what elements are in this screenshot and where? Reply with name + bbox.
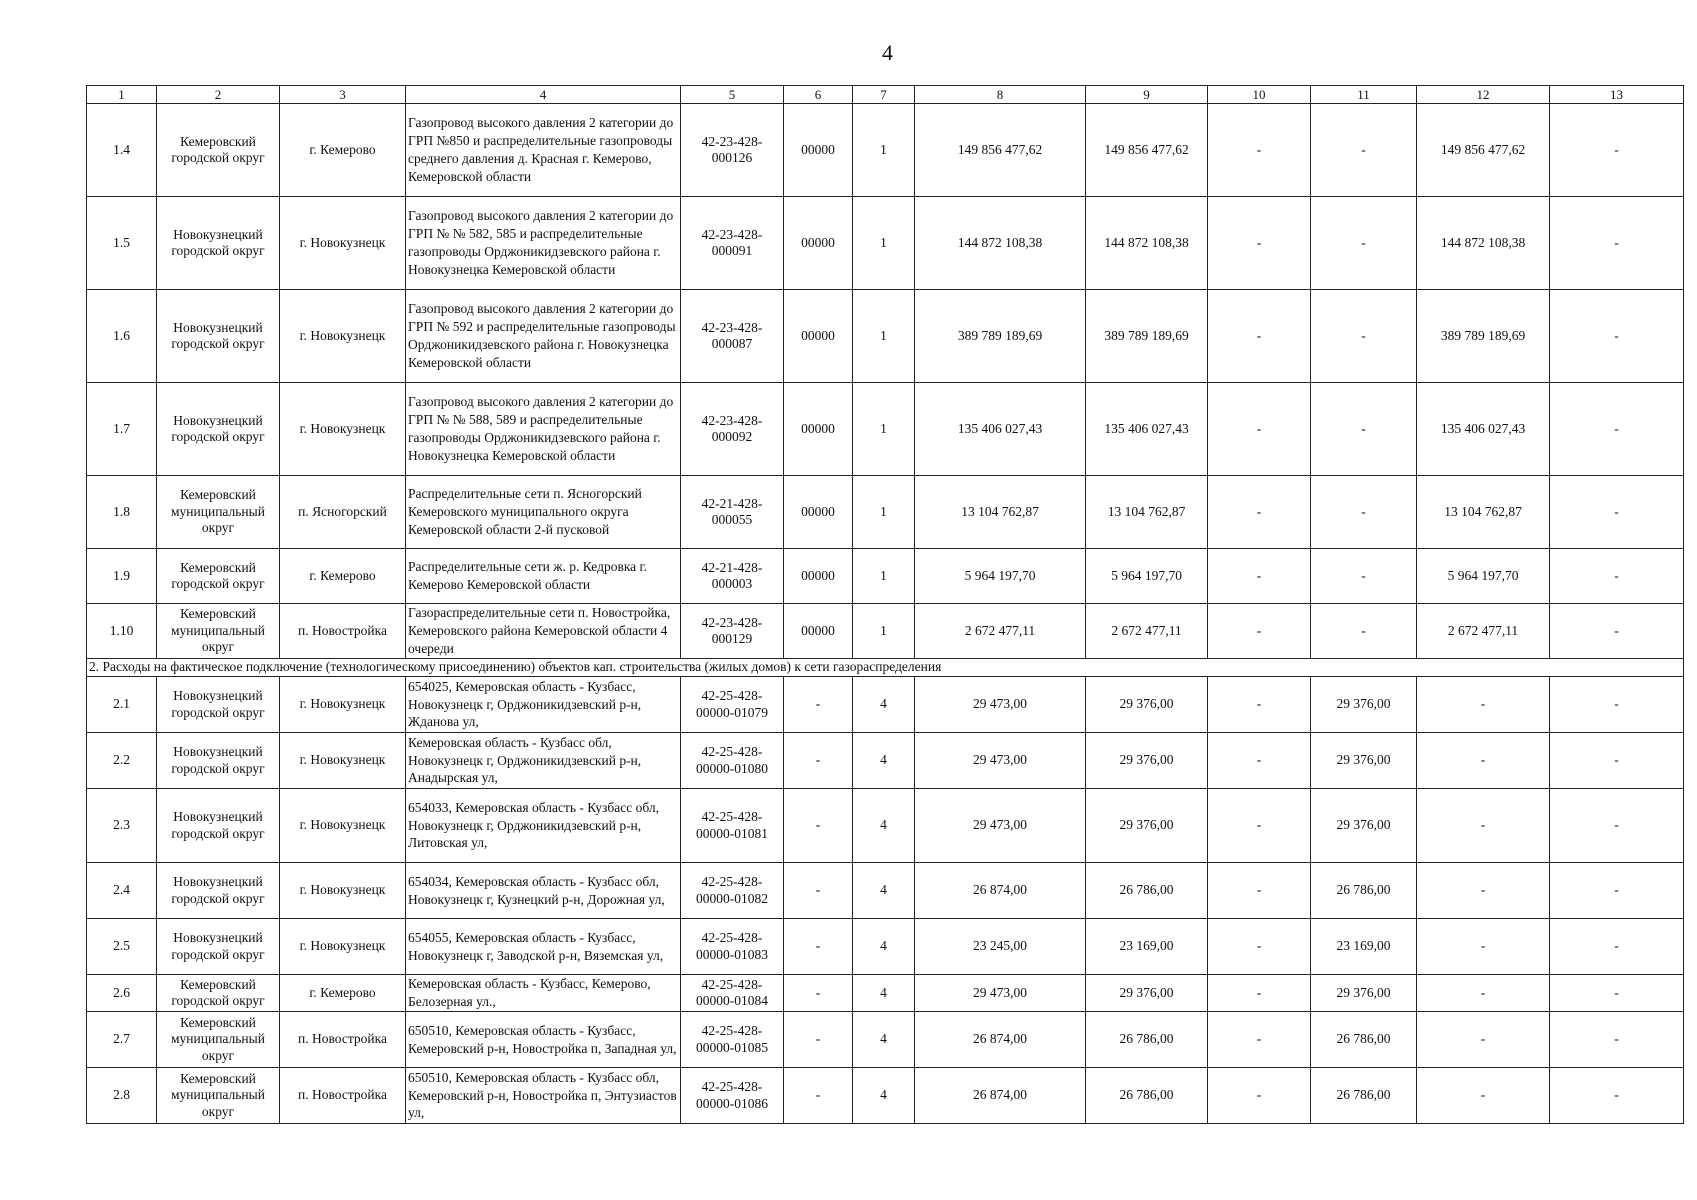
row-number: 2.7: [87, 1012, 157, 1068]
table-row: [87, 476, 1684, 549]
cell-col7: 1: [853, 549, 915, 604]
row-number: 1.6: [87, 290, 157, 383]
amount-col9: 29 376,00: [1086, 789, 1208, 863]
district: Кемеровский городской округ: [157, 104, 280, 197]
amount-col10: -: [1208, 1012, 1311, 1068]
object-address: 654034, Кемеровская область - Кузбасс обл, Новокузнецк г, Кузнецкий р-н, Дорожная ул,: [406, 863, 681, 919]
amount-col13: -: [1550, 863, 1684, 919]
amount-col12: 389 789 189,69: [1417, 290, 1550, 383]
cell-col7: 4: [853, 863, 915, 919]
cell-col7: 4: [853, 1012, 915, 1068]
row-number: 2.8: [87, 1068, 157, 1124]
table-row: [87, 290, 1684, 383]
header-cell: 12: [1417, 86, 1550, 104]
object-code: 42-25-428-00000-01085: [681, 1012, 784, 1068]
cell-col6: -: [784, 863, 853, 919]
cell-col7: 4: [853, 677, 915, 733]
district: Новокузнецкий городской округ: [157, 677, 280, 733]
locality: г. Новокузнецк: [280, 919, 406, 975]
row-number: 1.7: [87, 383, 157, 476]
amount-col10: -: [1208, 549, 1311, 604]
row-number: 1.9: [87, 549, 157, 604]
amount-col10: -: [1208, 197, 1311, 290]
district: Новокузнецкий городской округ: [157, 733, 280, 789]
object-address: 654055, Кемеровская область - Кузбасс, Новокузнецк г, Заводской р-н, Вяземская ул,: [406, 919, 681, 975]
header-cell: 3: [280, 86, 406, 104]
locality: г. Кемерово: [280, 549, 406, 604]
amount-col10: -: [1208, 1068, 1311, 1124]
district: Кемеровский муниципальный округ: [157, 604, 280, 659]
object-code: 42-25-428-00000-01079: [681, 677, 784, 733]
amount-col8: 26 874,00: [915, 1068, 1086, 1124]
table-row: [87, 1012, 1684, 1068]
amount-col8: 135 406 027,43: [915, 383, 1086, 476]
amount-col10: -: [1208, 789, 1311, 863]
object-code: 42-23-428-000092: [681, 383, 784, 476]
header-cell: 11: [1311, 86, 1417, 104]
cell-col6: -: [784, 919, 853, 975]
cell-col6: 00000: [784, 604, 853, 659]
object-code: 42-23-428-000087: [681, 290, 784, 383]
cell-col6: -: [784, 975, 853, 1012]
amount-col8: 23 245,00: [915, 919, 1086, 975]
amount-col12: 149 856 477,62: [1417, 104, 1550, 197]
cell-col6: -: [784, 677, 853, 733]
amount-col9: 26 786,00: [1086, 863, 1208, 919]
amount-col13: -: [1550, 604, 1684, 659]
header-cell: 7: [853, 86, 915, 104]
amount-col12: 135 406 027,43: [1417, 383, 1550, 476]
amount-col10: -: [1208, 863, 1311, 919]
district: Новокузнецкий городской округ: [157, 919, 280, 975]
cell-col7: 4: [853, 1068, 915, 1124]
section-heading-row: [87, 659, 1684, 677]
amount-col11: 29 376,00: [1311, 733, 1417, 789]
amount-col10: -: [1208, 919, 1311, 975]
amount-col9: 5 964 197,70: [1086, 549, 1208, 604]
table-row: [87, 677, 1684, 733]
table-row: [87, 789, 1684, 863]
amount-col11: 29 376,00: [1311, 677, 1417, 733]
table-row: [87, 604, 1684, 659]
cell-col6: 00000: [784, 383, 853, 476]
row-number: 2.4: [87, 863, 157, 919]
header-cell: 5: [681, 86, 784, 104]
locality: п. Новостройка: [280, 1012, 406, 1068]
amount-col13: -: [1550, 677, 1684, 733]
cell-col6: 00000: [784, 476, 853, 549]
object-code: 42-23-428-000126: [681, 104, 784, 197]
amount-col13: -: [1550, 104, 1684, 197]
amount-col12: -: [1417, 1068, 1550, 1124]
cell-col7: 4: [853, 789, 915, 863]
object-description: Газопровод высокого давления 2 категории до ГРП № № 588, 589 и распределительные газопроводы Орджоникидзевского района г. Новокузнецка Кемеровской области: [406, 383, 681, 476]
district: Новокузнецкий городской округ: [157, 197, 280, 290]
amount-col9: 389 789 189,69: [1086, 290, 1208, 383]
header-cell: 13: [1550, 86, 1684, 104]
header-cell: 9: [1086, 86, 1208, 104]
district: Кемеровский муниципальный округ: [157, 476, 280, 549]
header-cell: 2: [157, 86, 280, 104]
amount-col11: 26 786,00: [1311, 1068, 1417, 1124]
amount-col10: -: [1208, 733, 1311, 789]
amount-col8: 144 872 108,38: [915, 197, 1086, 290]
cell-col6: 00000: [784, 290, 853, 383]
amount-col11: 26 786,00: [1311, 863, 1417, 919]
object-code: 42-25-428-00000-01083: [681, 919, 784, 975]
amount-col12: 144 872 108,38: [1417, 197, 1550, 290]
row-number: 1.8: [87, 476, 157, 549]
amount-col8: 29 473,00: [915, 789, 1086, 863]
header-cell: 8: [915, 86, 1086, 104]
amount-col13: -: [1550, 1012, 1684, 1068]
object-description: Газораспределительные сети п. Новостройка, Кемеровского района Кемеровской области 4 очереди: [406, 604, 681, 659]
amount-col13: -: [1550, 919, 1684, 975]
cell-col7: 1: [853, 476, 915, 549]
row-number: 1.4: [87, 104, 157, 197]
cell-col7: 1: [853, 290, 915, 383]
amount-col11: 29 376,00: [1311, 789, 1417, 863]
cell-col7: 1: [853, 604, 915, 659]
table-row: [87, 863, 1684, 919]
amount-col13: -: [1550, 789, 1684, 863]
amount-col13: -: [1550, 975, 1684, 1012]
data-table: [86, 85, 1684, 1124]
district: Новокузнецкий городской округ: [157, 789, 280, 863]
locality: г. Новокузнецк: [280, 677, 406, 733]
cell-col7: 4: [853, 919, 915, 975]
header-cell: 4: [406, 86, 681, 104]
locality: г. Новокузнецк: [280, 733, 406, 789]
amount-col12: -: [1417, 677, 1550, 733]
table-row: [87, 733, 1684, 789]
object-code: 42-25-428-00000-01080: [681, 733, 784, 789]
amount-col9: 144 872 108,38: [1086, 197, 1208, 290]
amount-col10: -: [1208, 290, 1311, 383]
header-cell: 10: [1208, 86, 1311, 104]
object-address: 654025, Кемеровская область - Кузбасс, Новокузнецк г, Орджоникидзевский р-н, Жданова ул,: [406, 677, 681, 733]
cell-col7: 4: [853, 975, 915, 1012]
amount-col9: 149 856 477,62: [1086, 104, 1208, 197]
amount-col13: -: [1550, 383, 1684, 476]
district: Кемеровский городской округ: [157, 975, 280, 1012]
amount-col9: 29 376,00: [1086, 677, 1208, 733]
object-description: Газопровод высокого давления 2 категории до ГРП №850 и распределительные газопроводы среднего давления д. Красная г. Кемерово, Кемеровской области: [406, 104, 681, 197]
amount-col8: 149 856 477,62: [915, 104, 1086, 197]
object-address: 650510, Кемеровская область - Кузбасс обл, Кемеровский р-н, Новостройка п, Энтузиастов ул,: [406, 1068, 681, 1124]
district: Новокузнецкий городской округ: [157, 290, 280, 383]
object-code: 42-25-428-00000-01082: [681, 863, 784, 919]
object-code: 42-23-428-000091: [681, 197, 784, 290]
object-code: 42-25-428-00000-01086: [681, 1068, 784, 1124]
cell-col6: 00000: [784, 197, 853, 290]
amount-col9: 23 169,00: [1086, 919, 1208, 975]
object-code: 42-25-428-00000-01084: [681, 975, 784, 1012]
object-description: Распределительные сети ж. р. Кедровка г. Кемерово Кемеровской области: [406, 549, 681, 604]
amount-col13: -: [1550, 476, 1684, 549]
section-2-title: 2. Расходы на фактическое подключение (технологическому присоединению) объектов кап. строительства (жилых домов) к сети газораспределения: [87, 659, 1684, 677]
object-code: 42-25-428-00000-01081: [681, 789, 784, 863]
amount-col12: -: [1417, 919, 1550, 975]
amount-col9: 29 376,00: [1086, 975, 1208, 1012]
object-address: 650510, Кемеровская область - Кузбасс, Кемеровский р-н, Новостройка п, Западная ул,: [406, 1012, 681, 1068]
row-number: 2.1: [87, 677, 157, 733]
amount-col8: 26 874,00: [915, 1012, 1086, 1068]
cell-col6: -: [784, 1012, 853, 1068]
locality: п. Новостройка: [280, 604, 406, 659]
amount-col9: 13 104 762,87: [1086, 476, 1208, 549]
amount-col12: 13 104 762,87: [1417, 476, 1550, 549]
amount-col10: -: [1208, 476, 1311, 549]
district: Кемеровский муниципальный округ: [157, 1012, 280, 1068]
amount-col12: -: [1417, 789, 1550, 863]
amount-col9: 26 786,00: [1086, 1012, 1208, 1068]
row-number: 2.2: [87, 733, 157, 789]
district: Новокузнецкий городской округ: [157, 383, 280, 476]
table-row: [87, 104, 1684, 197]
locality: г. Новокузнецк: [280, 863, 406, 919]
district: Кемеровский городской округ: [157, 549, 280, 604]
amount-col13: -: [1550, 290, 1684, 383]
cell-col6: -: [784, 789, 853, 863]
page-number: 4: [882, 40, 893, 65]
amount-col13: -: [1550, 549, 1684, 604]
object-description: Распределительные сети п. Ясногорский Кемеровского муниципального округа Кемеровской области 2-й пусковой: [406, 476, 681, 549]
table-row: [87, 383, 1684, 476]
amount-col11: -: [1311, 290, 1417, 383]
amount-col8: 389 789 189,69: [915, 290, 1086, 383]
amount-col10: -: [1208, 677, 1311, 733]
amount-col10: -: [1208, 104, 1311, 197]
table-row: [87, 197, 1684, 290]
locality: г. Новокузнецк: [280, 789, 406, 863]
amount-col12: 5 964 197,70: [1417, 549, 1550, 604]
cell-col7: 1: [853, 383, 915, 476]
object-address: Кемеровская область - Кузбасс обл, Новокузнецк г, Орджоникидзевский р-н, Анадырская ул,: [406, 733, 681, 789]
amount-col12: 2 672 477,11: [1417, 604, 1550, 659]
object-description: Газопровод высокого давления 2 категории до ГРП № № 582, 585 и распределительные газопроводы Орджоникидзевского района г. Новокузнецка Кемеровской области: [406, 197, 681, 290]
amount-col11: -: [1311, 104, 1417, 197]
locality: г. Новокузнецк: [280, 290, 406, 383]
amount-col12: -: [1417, 975, 1550, 1012]
table-row: [87, 919, 1684, 975]
locality: г. Новокузнецк: [280, 197, 406, 290]
row-number: 1.10: [87, 604, 157, 659]
object-code: 42-23-428-000129: [681, 604, 784, 659]
row-number: 2.6: [87, 975, 157, 1012]
cell-col6: 00000: [784, 104, 853, 197]
amount-col11: 23 169,00: [1311, 919, 1417, 975]
amount-col8: 29 473,00: [915, 733, 1086, 789]
table-row: [87, 1068, 1684, 1124]
amount-col11: 26 786,00: [1311, 1012, 1417, 1068]
amount-col10: -: [1208, 975, 1311, 1012]
cell-col7: 1: [853, 104, 915, 197]
table-row: [87, 975, 1684, 1012]
locality: п. Новостройка: [280, 1068, 406, 1124]
amount-col10: -: [1208, 604, 1311, 659]
object-code: 42-21-428-000055: [681, 476, 784, 549]
object-address: 654033, Кемеровская область - Кузбасс обл, Новокузнецк г, Орджоникидзевский р-н, Литовская ул,: [406, 789, 681, 863]
locality: г. Кемерово: [280, 104, 406, 197]
amount-col12: -: [1417, 733, 1550, 789]
locality: г. Новокузнецк: [280, 383, 406, 476]
amount-col11: -: [1311, 383, 1417, 476]
amount-col13: -: [1550, 1068, 1684, 1124]
amount-col8: 13 104 762,87: [915, 476, 1086, 549]
amount-col11: -: [1311, 197, 1417, 290]
header-cell: 1: [87, 86, 157, 104]
cell-col7: 1: [853, 197, 915, 290]
cell-col7: 4: [853, 733, 915, 789]
amount-col8: 5 964 197,70: [915, 549, 1086, 604]
amount-col11: -: [1311, 476, 1417, 549]
amount-col12: -: [1417, 863, 1550, 919]
amount-col9: 29 376,00: [1086, 733, 1208, 789]
amount-col9: 26 786,00: [1086, 1068, 1208, 1124]
object-code: 42-21-428-000003: [681, 549, 784, 604]
amount-col9: 135 406 027,43: [1086, 383, 1208, 476]
district: Новокузнецкий городской округ: [157, 863, 280, 919]
cell-col6: -: [784, 1068, 853, 1124]
amount-col8: 26 874,00: [915, 863, 1086, 919]
amount-col12: -: [1417, 1012, 1550, 1068]
district: Кемеровский муниципальный округ: [157, 1068, 280, 1124]
amount-col8: 2 672 477,11: [915, 604, 1086, 659]
amount-col13: -: [1550, 733, 1684, 789]
row-number: 2.5: [87, 919, 157, 975]
locality: г. Кемерово: [280, 975, 406, 1012]
locality: п. Ясногорский: [280, 476, 406, 549]
object-description: Газопровод высокого давления 2 категории до ГРП № 592 и распределительные газопроводы Орджоникидзевского района г. Новокузнецка Кемеровской области: [406, 290, 681, 383]
row-number: 2.3: [87, 789, 157, 863]
table-row: [87, 549, 1684, 604]
amount-col11: 29 376,00: [1311, 975, 1417, 1012]
cell-col6: -: [784, 733, 853, 789]
amount-col10: -: [1208, 383, 1311, 476]
amount-col11: -: [1311, 549, 1417, 604]
amount-col11: -: [1311, 604, 1417, 659]
row-number: 1.5: [87, 197, 157, 290]
cell-col6: 00000: [784, 549, 853, 604]
header-cell: 6: [784, 86, 853, 104]
amount-col9: 2 672 477,11: [1086, 604, 1208, 659]
amount-col8: 29 473,00: [915, 677, 1086, 733]
amount-col13: -: [1550, 197, 1684, 290]
amount-col8: 29 473,00: [915, 975, 1086, 1012]
object-address: Кемеровская область - Кузбасс, Кемерово, Белозерная ул.,: [406, 975, 681, 1012]
header-row: [87, 86, 1684, 104]
